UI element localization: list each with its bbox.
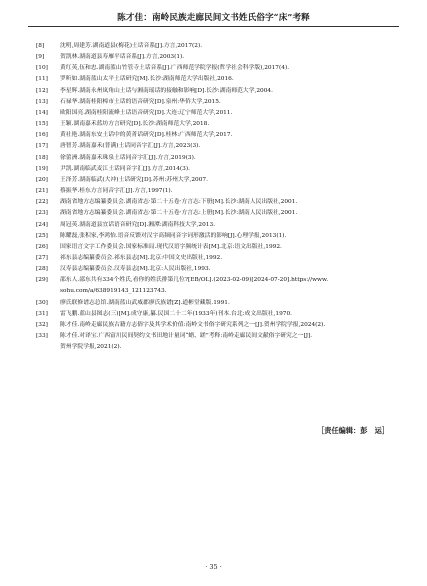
reference-item (36, 220, 402, 231)
reference-item (36, 74, 402, 85)
reference-item (36, 342, 402, 353)
reference-text: 陈才佳.对译宝.广西富川民间契约文书田地计量词“蜡、蹉”考释:南岭走廊民间文献俗字研究之一[J]. (60, 333, 313, 340)
reference-item (36, 264, 402, 275)
reference-text: sohu.com/a/638919143_121123743. (60, 288, 167, 295)
reference-text: 周冠英.湖南道县宜话语音研究[D].湘潭:湖南科技大学,2013. (60, 221, 215, 228)
reference-number: [28] (36, 266, 48, 273)
reference-number: [25] (36, 232, 48, 239)
reference-item (36, 86, 402, 97)
reference-item (36, 208, 402, 219)
reference-text: 贺凯林.湖南道县寿雁平话音系[J].方言,2003(1). (60, 54, 185, 61)
reference-number: [31] (36, 310, 48, 317)
reference-text: 石禄华.湖南桂阳樟市土话的语音研究[D].泉州:华侨大学,2015. (60, 98, 221, 105)
reference-number: [14] (36, 109, 48, 116)
reference-text: 国家语言文字工作委员会.国家标准局.现代汉语字频统计表[M].北京:语文出版社,1992. (60, 243, 282, 250)
reference-number: [8] (36, 43, 45, 49)
reference-number: [10] (36, 65, 48, 72)
reference-item (36, 286, 402, 297)
reference-text: 祁东县志编纂委员会.祁东县志[M].北京:中国文史出版社,1992. (60, 254, 223, 261)
reference-text: 徐蕾洲.湖南嘉禾珠泉土话同音字汇[J].方言,2019(3). (60, 154, 196, 161)
reference-text: 贺州学院学报,2021(2). (60, 344, 122, 351)
reference-item (36, 186, 402, 197)
reference-number: [18] (36, 154, 48, 161)
reference-number: [33] (36, 333, 48, 340)
reference-text: 湖南省地方志编纂委员会.湖南省志·第二十五卷·方言志:上册[M].长沙:湖南人民出版社,2001. (60, 210, 298, 217)
reference-text: 尹凯.湖南临武麦江土话同音字汇[J].方言,2014(3). (60, 165, 190, 172)
reference-number: [21] (36, 188, 48, 195)
reference-number: [9] (36, 54, 45, 61)
reference-number: [19] (36, 165, 48, 172)
reference-text: 陈才佳.南岭走廊民族古籍方志俗字及其学术价值:南岭文书俗字研究系列之一[J].贺州学院学报,2024(2). (60, 321, 326, 328)
reference-item (36, 197, 402, 208)
reference-item (36, 298, 402, 309)
reference-item (36, 41, 402, 52)
reference-number: [24] (36, 221, 48, 228)
responsible-editor: ［责任编辑：彭 运］ (317, 426, 389, 435)
reference-number: [11] (36, 76, 48, 83)
reference-item (36, 52, 402, 63)
reference-number: [16] (36, 132, 48, 139)
reference-text: 李星辉.湖南永州岚角山土话与湘南瑶话的接触和影响[D].长沙:湖南师范大学,2004. (60, 87, 273, 94)
reference-number: [15] (36, 121, 48, 128)
reference-text: 汉寿县志编纂委员会.汉寿县志[M].北京:人民出版社,1993. (60, 266, 211, 273)
reference-text: 欧阳国亮.湖南桂阳流峰土话语音研究[D].大连:辽宁师范大学,2011. (60, 109, 233, 116)
reference-number: [22] (36, 199, 48, 206)
reference-number: [32] (36, 321, 48, 328)
header-rule (28, 26, 399, 27)
reference-item (36, 164, 402, 175)
reference-text: 廖氏联修谱志总馆.湖南蓝山武威郡廖氏族谱[Z].道彬堂藏版.1991. (60, 299, 230, 306)
reference-number: [26] (36, 243, 48, 250)
reference-number: [17] (36, 143, 48, 150)
reference-item (36, 108, 402, 119)
reference-number: [30] (36, 299, 48, 306)
reference-item (36, 309, 402, 320)
reference-text: 黄社艳.湖南东安土话中的黄菁话研究[D].桂林:广西师范大学,2017. (60, 132, 233, 139)
reference-text: 王泽芳.湖南临武(大冲)土话研究[D].苏州:苏州大学,2007. (60, 176, 208, 183)
reference-list (36, 41, 402, 353)
reference-number: [23] (36, 210, 48, 217)
reference-item (36, 97, 402, 108)
reference-text: 罗昕如.湖南蓝山太平土话研究[M].长沙:湖南师范大学出版社,2016. (60, 76, 234, 83)
reference-text: 邵东人.邵东共有334个姓氏,看你的姓氏排第几位?[EB/OL].(2023-02-09)[2024-07-20].https://www. (60, 277, 329, 284)
reference-item (36, 119, 402, 130)
reference-item (36, 275, 402, 286)
running-header: 陈才佳：南岭民族走廊民间文书姓氏俗字“床”考释 (117, 13, 310, 23)
reference-item (36, 242, 402, 253)
reference-item (36, 130, 402, 141)
reference-text: 陈耀磊,张积家,李鸿怡.语音反馈对汉字高频同音字词形激活的影响[J].心理学报,2013(1). (60, 232, 287, 239)
reference-text: 湖南省地方志编纂委员会.湖南省志·第二十五卷·方言志:下册[M].长沙:湖南人民出版社,2001. (60, 199, 298, 206)
page-number: · 35 · (205, 563, 222, 571)
reference-number: [12] (36, 87, 48, 94)
reference-item (36, 141, 402, 152)
reference-number: [27] (36, 254, 48, 261)
reference-number: [20] (36, 176, 48, 183)
reference-item (36, 63, 402, 74)
reference-item (36, 331, 402, 342)
reference-item (36, 153, 402, 164)
reference-text: 唐智芳.湖南嘉禾(普满)土话同音字汇[J].方言,2023(3). (60, 143, 201, 150)
reference-item (36, 175, 402, 186)
reference-text: 黄红英,伍和忠.湖南蓝山竹管寺土话音系[J].广西师范学院学报(哲学社会科学版),2017(4). (60, 65, 290, 72)
reference-item (36, 253, 402, 264)
reference-item (36, 231, 402, 242)
reference-number: [29] (36, 277, 48, 284)
reference-item (36, 320, 402, 331)
reference-text: 沈明,周建芳.湖南道县(梅花)土话音系[J].方言,2017(2). (60, 43, 203, 49)
reference-text: 王颖.湖南嘉禾蓝坊方言研究[D].长沙:湖南师范大学,2018. (60, 121, 210, 128)
reference-text: 雷飞鹏.蓝山县图志(三)[M].成守康,纂.民国二十二年(1933年)刊本.台北:成文出版社,1970. (60, 310, 292, 317)
reference-number: [13] (36, 98, 48, 105)
reference-text: 蔡振华.桂东方言同音字汇[J].方言,1997(1). (60, 188, 173, 195)
